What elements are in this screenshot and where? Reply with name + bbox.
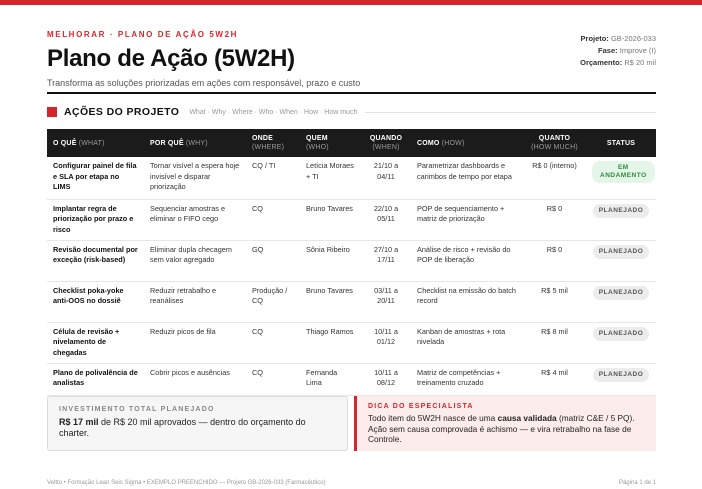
- investment-box: [47, 396, 348, 451]
- cell-status: [586, 281, 656, 322]
- cell-why: Cobrir picos e ausências: [144, 363, 246, 395]
- col-why: POR QUÊ (WHY): [144, 129, 246, 157]
- investment-text: R$ 17 mil de R$ 20 mil aprovados — dentro do orçamento do charter.: [59, 417, 306, 438]
- status-badge: PLANEJADO: [593, 204, 650, 219]
- cell-where: Produção / CQ: [246, 281, 300, 322]
- cell-who: Letícia Moraes + TI: [300, 157, 361, 199]
- section-title: AÇÕES DO PROJETO: [64, 106, 180, 118]
- cell-how: Checklist na emissão do batch record: [411, 281, 523, 322]
- section-hint: What · Why · Where · Who · When · How · How much: [189, 108, 358, 116]
- cell-who: Bruno Tavares: [300, 199, 361, 240]
- col-what: O QUÊ (WHAT): [47, 129, 144, 157]
- tip-label: DICA DO ESPECIALISTA: [368, 403, 474, 410]
- cell-status: [586, 322, 656, 363]
- col-how-much: QUANTO (HOW MUCH): [523, 129, 586, 157]
- expert-tip-box: [354, 396, 656, 451]
- action-plan-table: [47, 129, 656, 396]
- table-row: [47, 281, 656, 322]
- cell-status: [586, 199, 656, 240]
- cell-when: 10/11 a 08/12: [361, 363, 411, 395]
- cell-how-much: R$ 0: [523, 240, 586, 281]
- cell-who: Sônia Ribeiro: [300, 240, 361, 281]
- meta-budget: Orçamento: R$ 20 mil: [580, 58, 656, 67]
- cell-when: 21/10 a 04/11: [361, 157, 411, 199]
- meta-project: Projeto: GB-2026-033: [580, 34, 656, 43]
- cell-how: POP de sequenciamento + matriz de priorização: [411, 199, 523, 240]
- table-row: [47, 322, 656, 363]
- cell-what: Implantar regra de priorização por prazo e risco: [47, 199, 144, 240]
- page-footer: [47, 480, 656, 486]
- footer-left: Veltto • Formação Lean Seis Sigma • EXEMPLO PREENCHIDO — Projeto GB-2026-033 (Farmacêutico): [47, 480, 326, 486]
- cell-why: Reduzir picos de fila: [144, 322, 246, 363]
- col-when: QUANDO (WHEN): [361, 129, 411, 157]
- page-subtitle: Transforma as soluções priorizadas em ações com responsável, prazo e custo: [47, 78, 361, 88]
- cell-what: Configurar painel de fila e SLA por etapa no LIMS: [47, 157, 144, 199]
- cell-what: Revisão documental por exceção (risk-based): [47, 240, 144, 281]
- cell-what: Célula de revisão + nivelamento de chegadas: [47, 322, 144, 363]
- status-badge: PLANEJADO: [593, 327, 650, 342]
- table-header-row: [47, 129, 656, 157]
- cell-where: CQ: [246, 363, 300, 395]
- status-badge: EM ANDAMENTO: [592, 161, 655, 183]
- col-how: COMO (HOW): [411, 129, 523, 157]
- top-accent-bar: [0, 0, 702, 5]
- page-number: Página 1 de 1: [618, 480, 656, 486]
- cell-who: Thiago Ramos: [300, 322, 361, 363]
- cell-how-much: R$ 0: [523, 199, 586, 240]
- cell-how-much: R$ 5 mil: [523, 281, 586, 322]
- cell-where: CQ: [246, 322, 300, 363]
- cell-where: GQ: [246, 240, 300, 281]
- cell-why: Reduzir retrabalho e reanálises: [144, 281, 246, 322]
- page-title: Plano de Ação (5W2H): [47, 45, 295, 72]
- cell-where: CQ / TI: [246, 157, 300, 199]
- page-header: [47, 30, 656, 88]
- cell-how-much: R$ 0 (interno): [523, 157, 586, 199]
- cell-status: [586, 363, 656, 395]
- cell-who: Fernanda Lima: [300, 363, 361, 395]
- section-divider: [365, 112, 656, 113]
- cell-how: Matriz de competências + treinamento cruzado: [411, 363, 523, 395]
- cell-status: [586, 240, 656, 281]
- status-badge: PLANEJADO: [593, 245, 650, 260]
- cell-how: Análise de risco + revisão do POP de liberação: [411, 240, 523, 281]
- col-where: ONDE (WHERE): [246, 129, 300, 157]
- header-divider: [47, 92, 656, 94]
- table-row: [47, 363, 656, 395]
- cell-when: 27/10 a 17/11: [361, 240, 411, 281]
- cell-when: 22/10 a 05/11: [361, 199, 411, 240]
- cell-when: 10/11 a 01/12: [361, 322, 411, 363]
- eyebrow: MELHORAR · PLANO DE AÇÃO 5W2H: [47, 30, 238, 39]
- table-row: [47, 157, 656, 199]
- cell-why: Sequenciar amostras e eliminar o FIFO cego: [144, 199, 246, 240]
- investment-label: INVESTIMENTO TOTAL PLANEJADO: [59, 406, 215, 413]
- cell-how-much: R$ 8 mil: [523, 322, 586, 363]
- meta-phase: Fase: Improve (I): [598, 46, 656, 55]
- cell-where: CQ: [246, 199, 300, 240]
- project-meta: [580, 33, 656, 69]
- table-row: [47, 240, 656, 281]
- cell-why: Tornar visível a espera hoje invisível e disparar priorização: [144, 157, 246, 199]
- cell-why: Eliminar dupla checagem sem valor agregado: [144, 240, 246, 281]
- col-status: STATUS: [586, 129, 656, 157]
- table-row: [47, 199, 656, 240]
- tip-text: Todo item do 5W2H nasce de uma causa validada (matriz C&E / 5 PQ). Ação sem causa comprovada é achismo — e vira retrabalho na fase de Controle.: [368, 413, 635, 444]
- cell-what: Plano de polivalência de analistas: [47, 363, 144, 395]
- section-square-icon: [47, 107, 57, 117]
- cell-when: 03/11 a 20/11: [361, 281, 411, 322]
- status-badge: PLANEJADO: [593, 368, 650, 383]
- col-who: QUEM (WHO): [300, 129, 361, 157]
- investment-amount: R$ 17 mil: [59, 417, 99, 427]
- cell-how: Kanban de amostras + rota nivelada: [411, 322, 523, 363]
- cell-how: Parametrizar dashboards e carimbos de tempo por etapa: [411, 157, 523, 199]
- status-badge: PLANEJADO: [593, 286, 650, 301]
- cell-status: [586, 157, 656, 199]
- cell-who: Bruno Tavares: [300, 281, 361, 322]
- cell-how-much: R$ 4 mil: [523, 363, 586, 395]
- section-heading: [47, 105, 656, 119]
- cell-what: Checklist poka-yoke anti-OOS no dossiê: [47, 281, 144, 322]
